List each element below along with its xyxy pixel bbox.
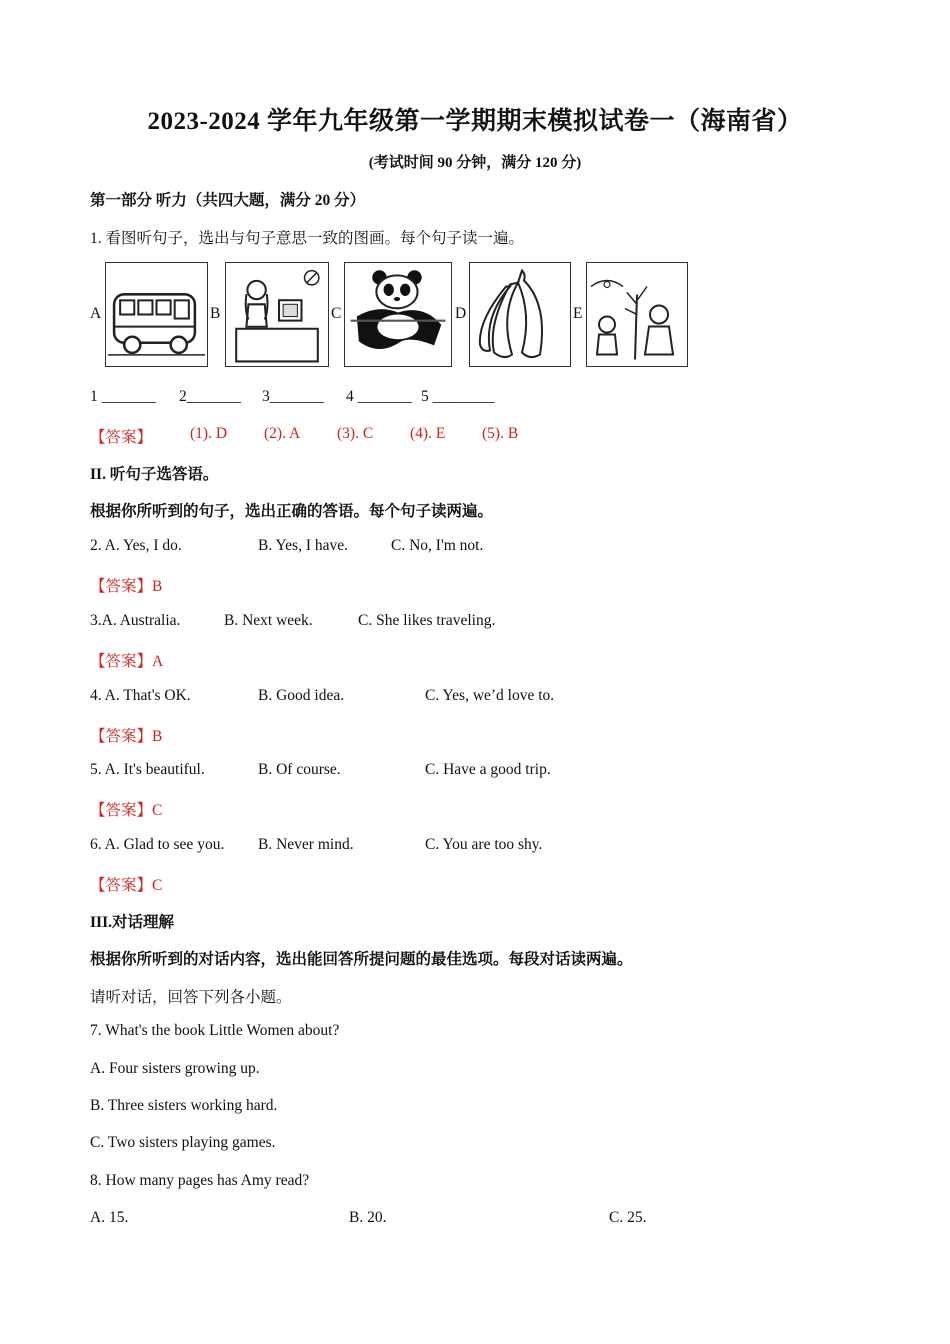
picture-label-b: B xyxy=(210,305,221,322)
q8-question: 8. How many pages has Amy read? xyxy=(90,1172,310,1189)
q6-answer: 【答案】C xyxy=(90,877,163,894)
section3-sub-instruction: 请听对话，回答下列各小题。 xyxy=(90,989,292,1006)
q5-option-c: C. Have a good trip. xyxy=(425,761,551,778)
q2-option-a: 2. A. Yes, I do. xyxy=(90,537,182,554)
banana-icon xyxy=(470,263,570,366)
q5-option-a: 5. A. It's beautiful. xyxy=(90,761,205,778)
q4-answer: 【答案】B xyxy=(90,728,163,745)
q5-option-b: B. Of course. xyxy=(258,761,341,778)
answer-4: (4). E xyxy=(410,425,446,442)
part1-heading: 第一部分 听力（共四大题，满分 20 分） xyxy=(90,192,366,209)
q6-option-a: 6. A. Glad to see you. xyxy=(90,836,225,853)
section3-heading: III.对话理解 xyxy=(90,914,174,931)
q7-option-b: B. Three sisters working hard. xyxy=(90,1097,278,1114)
q7-option-c: C. Two sisters playing games. xyxy=(90,1134,276,1151)
picture-label-d: D xyxy=(455,305,467,322)
q3-option-c: C. She likes traveling. xyxy=(358,612,496,629)
banana-picture xyxy=(469,262,571,367)
computer-desk-picture xyxy=(225,262,329,367)
q6-option-c: C. You are too shy. xyxy=(425,836,543,853)
q8-option-b: B. 20. xyxy=(349,1209,387,1226)
q8-option-a: A. 15. xyxy=(90,1209,129,1226)
q8-option-c: C. 25. xyxy=(609,1209,647,1226)
panda-picture xyxy=(344,262,452,367)
exam-info: (考试时间 90 分钟，满分 120 分) xyxy=(368,155,582,171)
bus-icon xyxy=(106,263,207,366)
q3-answer: 【答案】A xyxy=(90,653,164,670)
answer-5: (5). B xyxy=(482,425,519,442)
q7-question: 7. What's the book Little Women about? xyxy=(90,1022,340,1039)
q2-answer: 【答案】B xyxy=(90,578,163,595)
q2-option-b: B. Yes, I have. xyxy=(258,537,348,554)
children-planting-tree-icon xyxy=(587,263,687,366)
blank-4[interactable]: 4 _______ xyxy=(346,388,412,405)
blank-1[interactable]: 1 _______ xyxy=(90,388,156,405)
blank-5[interactable]: 5 ________ xyxy=(421,388,495,405)
q6-option-b: B. Never mind. xyxy=(258,836,354,853)
bus-picture xyxy=(105,262,208,367)
q1-instruction: 1. 看图听句子，选出与句子意思一致的图画。每个句子读一遍。 xyxy=(90,230,525,247)
tree-planting-picture xyxy=(586,262,688,367)
q3-option-b: B. Next week. xyxy=(224,612,313,629)
blank-3[interactable]: 3_______ xyxy=(262,388,324,405)
picture-label-e: E xyxy=(573,305,583,322)
answer-2: (2). A xyxy=(264,425,301,442)
q4-option-c: C. Yes, we’d love to. xyxy=(425,687,555,704)
answer-3: (3). C xyxy=(337,425,374,442)
picture-label-a: A xyxy=(90,305,102,322)
section2-instruction: 根据你所听到的句子，选出正确的答语。每个句子读两遍。 xyxy=(90,503,494,520)
answer-1: (1). D xyxy=(190,425,228,442)
q5-answer: 【答案】C xyxy=(90,802,163,819)
section2-heading: II. 听句子选答语。 xyxy=(90,466,219,483)
q3-option-a: 3.A. Australia. xyxy=(90,612,181,629)
girl-at-computer-icon xyxy=(226,263,328,366)
blank-2[interactable]: 2_______ xyxy=(179,388,241,405)
section3-instruction: 根据你所听到的对话内容，选出能回答所提问题的最佳选项。每段对话读两遍。 xyxy=(90,951,633,968)
q2-option-c: C. No, I'm not. xyxy=(391,537,484,554)
q7-option-a: A. Four sisters growing up. xyxy=(90,1060,260,1077)
answer-tag: 【答案】 xyxy=(90,429,153,446)
picture-label-c: C xyxy=(331,305,342,322)
page-title: 2023-2024 学年九年级第一学期期末模拟试卷一（海南省） xyxy=(147,108,803,135)
q4-option-b: B. Good idea. xyxy=(258,687,345,704)
panda-icon xyxy=(345,263,451,366)
q4-option-a: 4. A. That's OK. xyxy=(90,687,191,704)
